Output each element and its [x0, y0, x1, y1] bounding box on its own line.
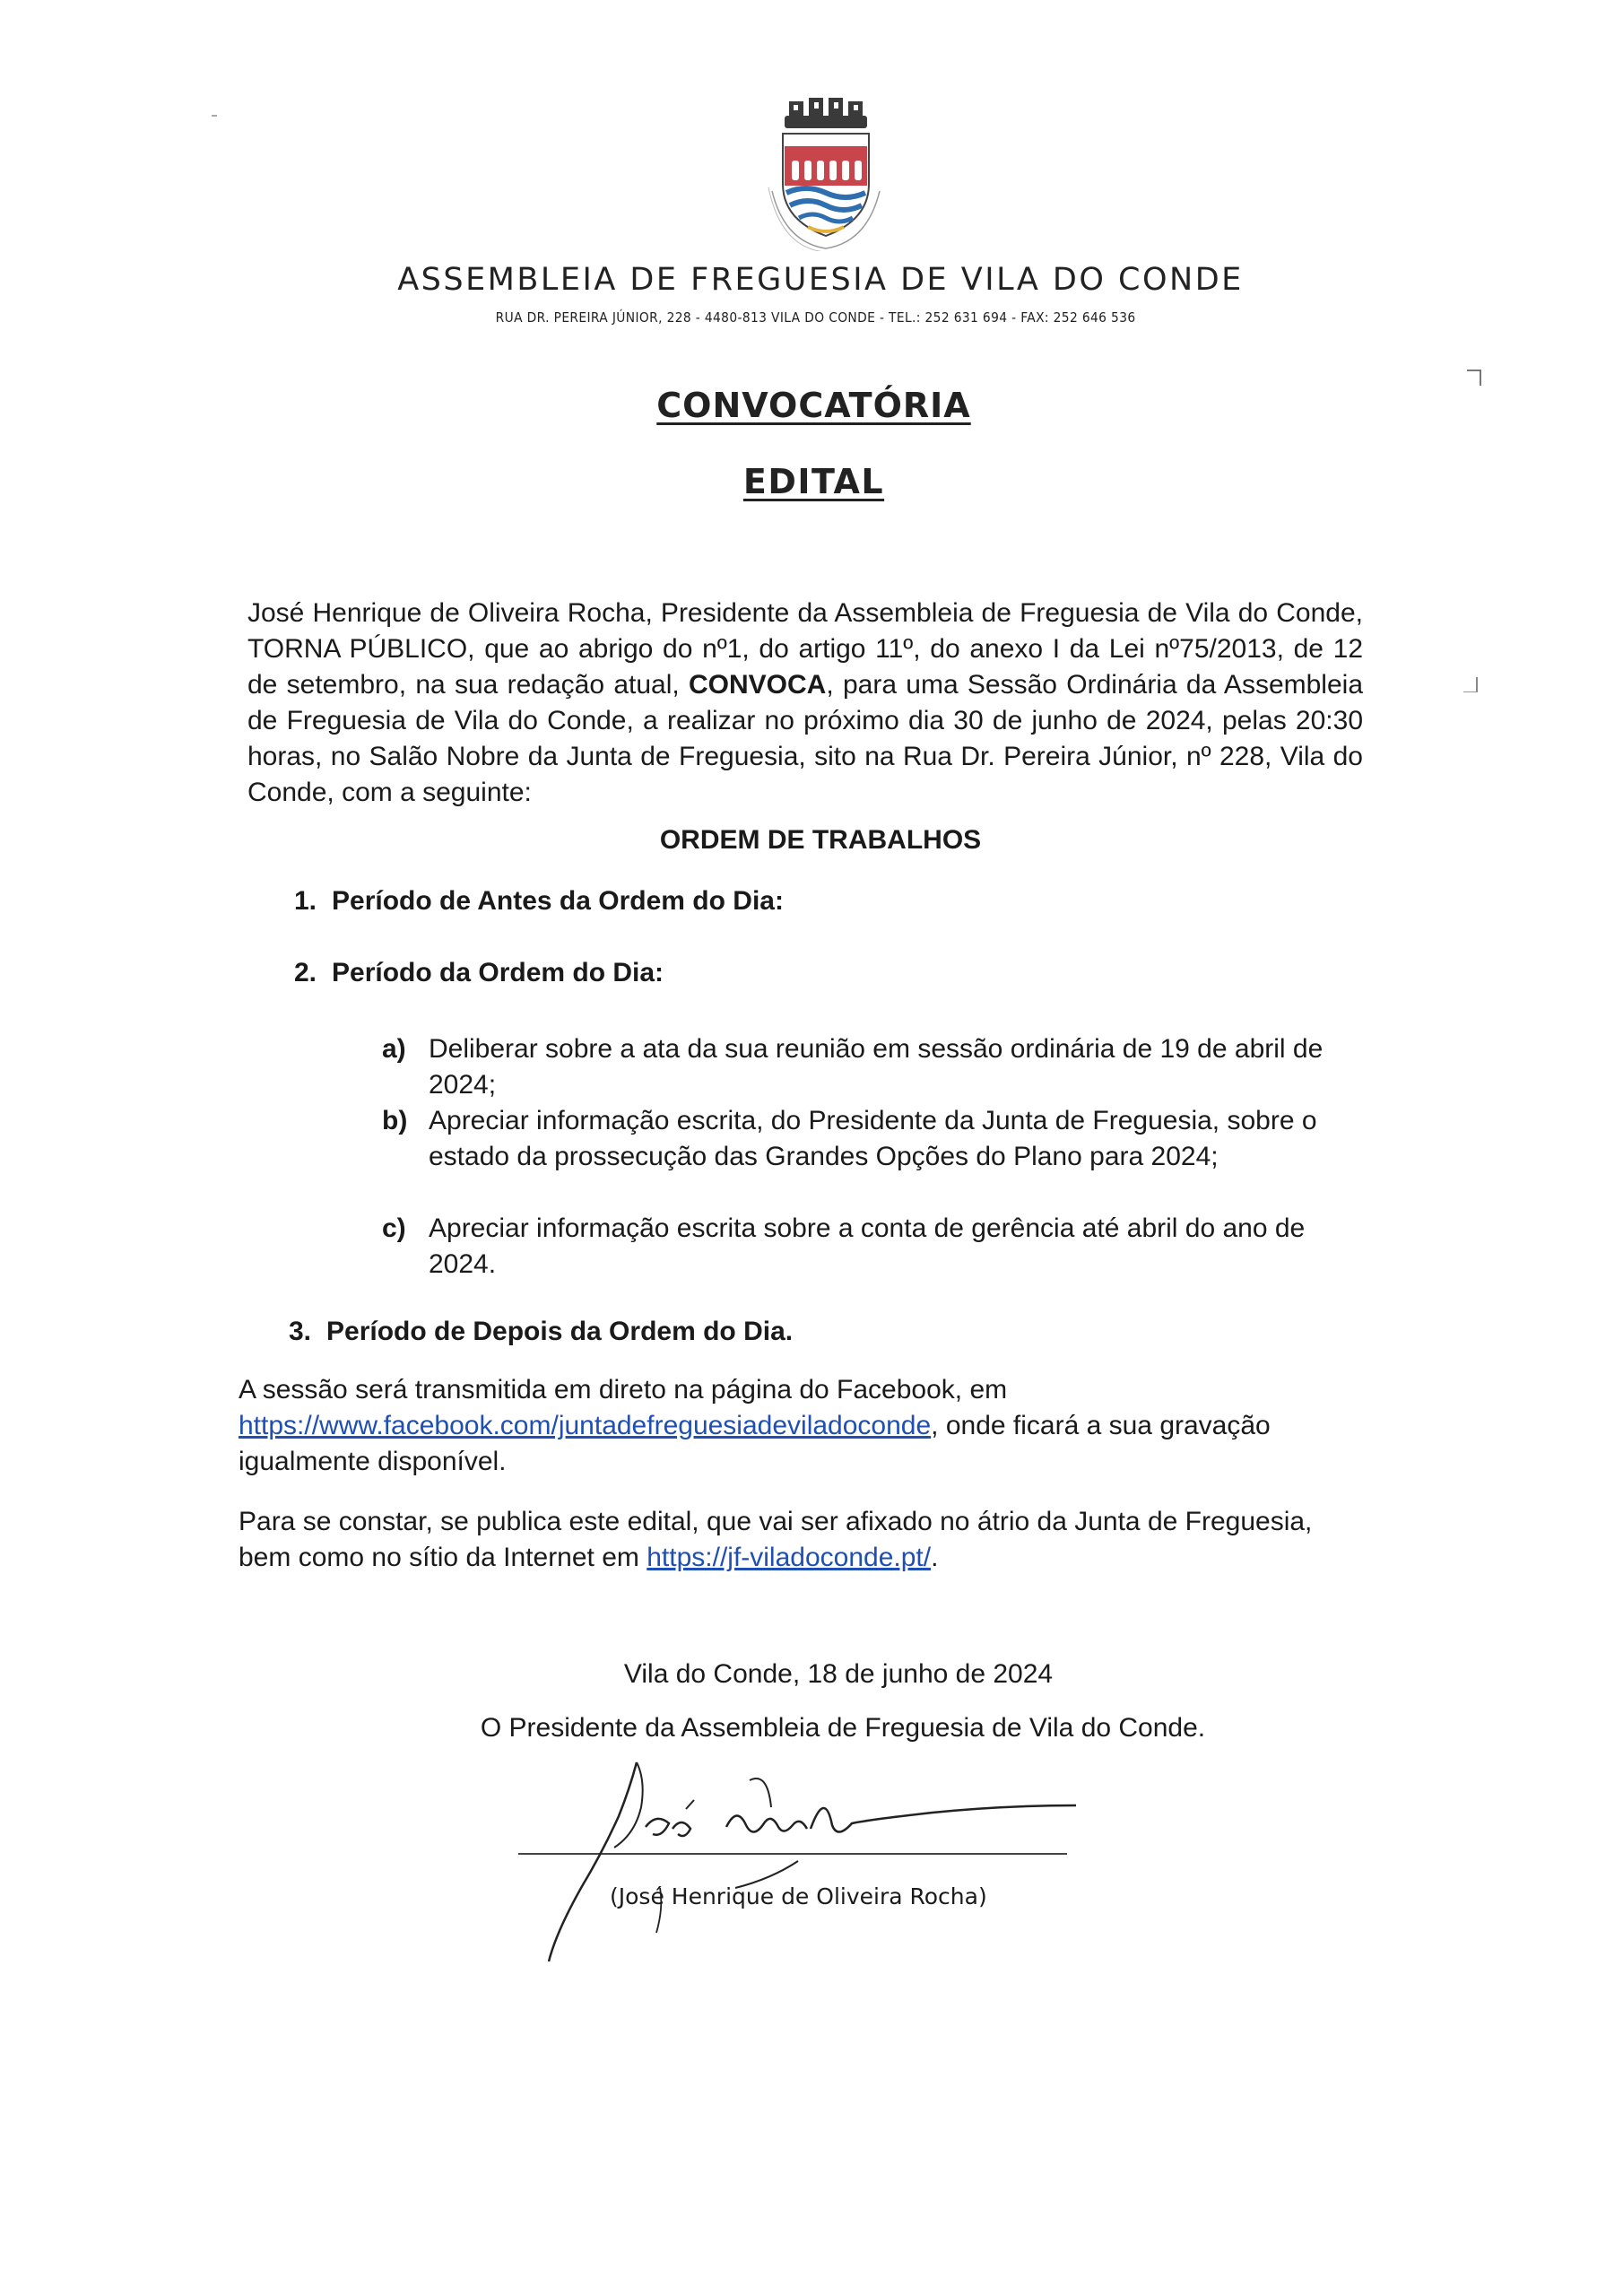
- intro-text-part1: José Henrique de Oliveira Rocha, Presidente da Assembleia de Freguesia de Vila do Conde, TORNA PÚBLICO, que ao abrigo do nº1, do artigo 11º, do anexo I da Lei nº75/2013, de 12 de setembro, na sua redação atual,: [247, 598, 1363, 700]
- sub-item-letter: c): [382, 1213, 406, 1243]
- sub-item-text: Apreciar informação escrita, do Presidente da Junta de Freguesia, sobre o estado da prossecução das Grandes Opções do Plano para 2024;: [429, 1106, 1317, 1171]
- place-and-date: Vila do Conde, 18 de junho de 2024: [623, 1659, 1054, 1689]
- scan-dot: [212, 115, 217, 117]
- scan-corner-mark: [1467, 370, 1481, 386]
- broadcast-text-after: , onde ficará a sua gravação igualmente disponível.: [239, 1411, 1271, 1476]
- sub-item-text: Deliberar sobre a ata da sua reunião em sessão ordinária de 19 de abril de 2024;: [429, 1034, 1324, 1100]
- agenda-heading: ORDEM DE TRABALHOS: [659, 825, 982, 855]
- agenda-item: [294, 958, 664, 988]
- publication-paragraph: [239, 1504, 1368, 1576]
- sub-item-text: Apreciar informação escrita sobre a conta de gerência até abril do ano de 2024.: [429, 1213, 1306, 1279]
- agenda-item-label: Período da Ordem do Dia:: [332, 958, 664, 987]
- agenda-item: [294, 886, 784, 917]
- presider-title: O Presidente da Assembleia de Freguesia de Vila do Conde.: [480, 1713, 1206, 1743]
- publication-text-before: Para se constar, se publica este edital, que vai ser afixado no átrio da Junta de Freguesia, bem como no sítio da Internet em: [239, 1507, 1313, 1572]
- facebook-link[interactable]: https://www.facebook.com/juntadefreguesiadeviladoconde: [239, 1411, 932, 1440]
- agenda-item: [289, 1317, 793, 1347]
- agenda-item-number: 2.: [294, 958, 317, 987]
- agenda-sub-item: [382, 1103, 1332, 1175]
- intro-paragraph: [247, 596, 1363, 811]
- agenda-item-label: Período de Depois da Ordem do Dia.: [326, 1317, 794, 1346]
- broadcast-paragraph: [239, 1372, 1368, 1480]
- broadcast-text-before: A sessão será transmitida em direto na página do Facebook, em: [239, 1375, 1008, 1405]
- document-title: CONVOCATÓRIA: [656, 386, 971, 425]
- agenda-item-number: 1.: [294, 886, 317, 916]
- organization-address: RUA DR. PEREIRA JÚNIOR, 228 - 4480-813 VILA DO CONDE - TEL.: 252 631 694 - FAX: 252 646 536: [495, 309, 1136, 326]
- intro-text-part2: , para uma Sessão Ordinária da Assembleia de Freguesia de Vila do Conde, a realizar no próximo dia 30 de junho de 2024, pelas 20:30 horas, no Salão Nobre da Junta de Freguesia, sito na Rua Dr. Pereira Júnior, nº 228, Vila do Conde, com a seguinte:: [247, 670, 1364, 807]
- signatory-name: (José Henrique de Oliveira Rocha): [610, 1883, 987, 1909]
- website-link[interactable]: https://jf-viladoconde.pt/: [647, 1543, 932, 1572]
- agenda-sub-item: [382, 1031, 1332, 1103]
- handwritten-signature: [502, 1753, 1112, 1978]
- organization-name: ASSEMBLEIA DE FREGUESIA DE VILA DO CONDE: [397, 262, 1244, 298]
- scan-tick-mark: [1463, 677, 1478, 692]
- sub-item-letter: a): [382, 1034, 406, 1064]
- intro-convoca: CONVOCA: [689, 670, 827, 700]
- publication-text-after: .: [931, 1543, 939, 1572]
- coat-of-arms-icon: [749, 94, 901, 251]
- agenda-sub-item: [382, 1211, 1332, 1283]
- agenda-item-number: 3.: [289, 1317, 312, 1346]
- sub-item-letter: b): [382, 1106, 408, 1135]
- document-subtitle: EDITAL: [742, 462, 885, 501]
- agenda-item-label: Período de Antes da Ordem do Dia:: [332, 886, 784, 916]
